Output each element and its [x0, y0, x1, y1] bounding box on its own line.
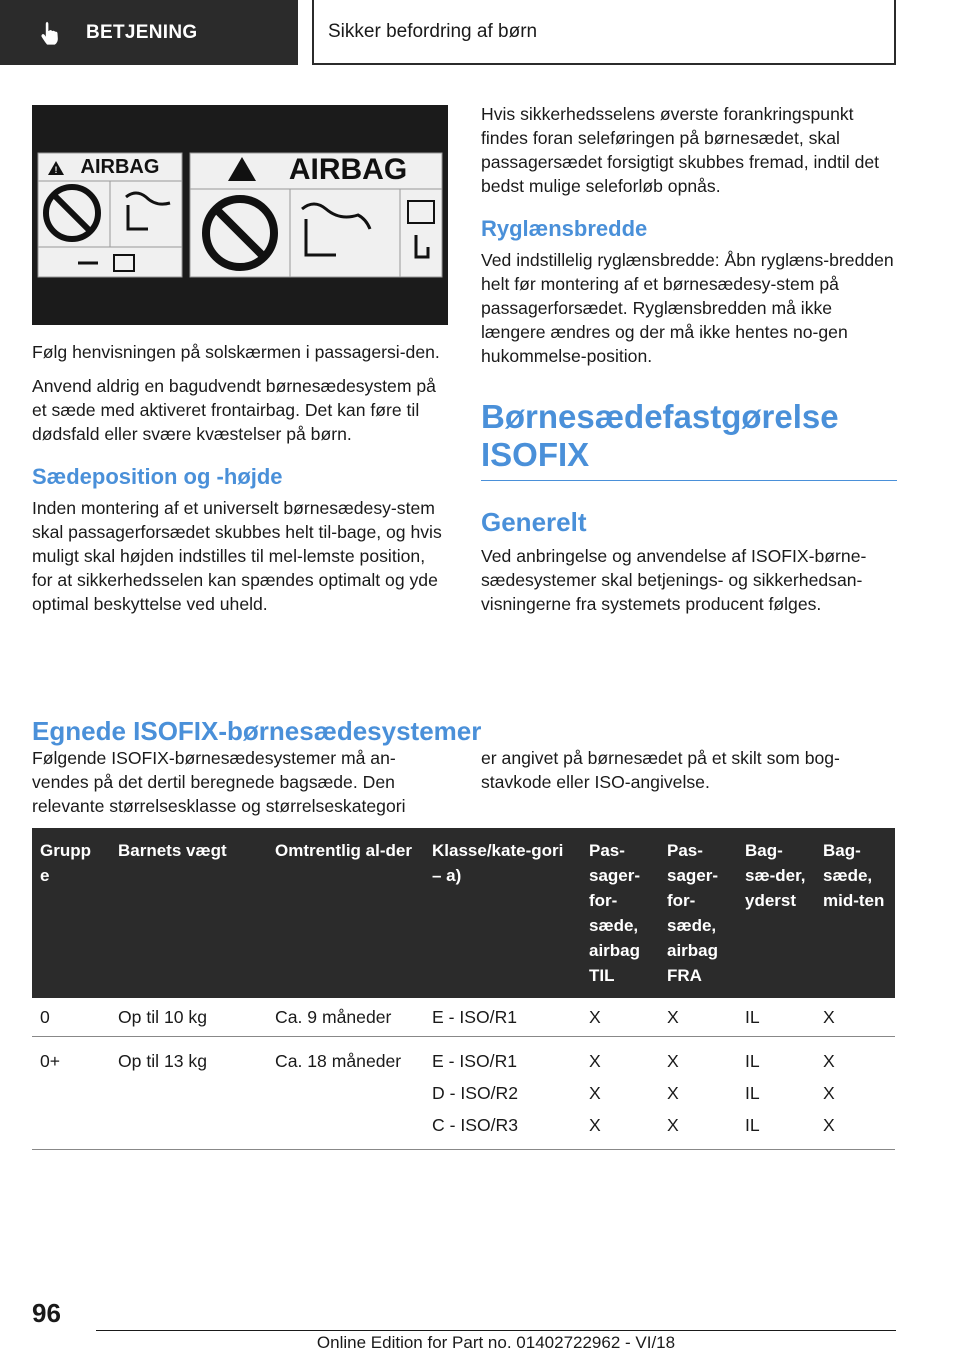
col-header-airbag-on: Pas‐sager‐for‐sæde, airbag TIL	[581, 828, 659, 998]
cell-rear-outer: IL IL IL	[737, 1037, 815, 1150]
footer-divider	[96, 1330, 896, 1331]
heading-suitable-isofix: Egnede ISOFIX-børnesædesystemer	[32, 716, 482, 746]
col-header-weight: Barnets vægt	[110, 828, 267, 998]
col-header-rear-middle: Bag‐sæde, mid‐ten	[815, 828, 895, 998]
heading-general: Generelt	[481, 507, 587, 537]
cell-weight: Op til 10 kg	[110, 998, 267, 1037]
right-column	[481, 102, 897, 626]
cell-class: E - ISO/R1 D - ISO/R2 C - ISO/R3	[424, 1037, 581, 1150]
heading-isofix: Børnesædefastgørelse ISOFIX	[481, 398, 897, 481]
footer-edition: Online Edition for Part no. 01402722962 - VI/18	[316, 1333, 676, 1352]
paragraph-sunvisor-hint: Følg henvisningen på solskærmen i passagersi‐den.	[32, 342, 440, 362]
cell-rear-outer: IL	[737, 998, 815, 1037]
col-header-group: Grupp e	[32, 828, 110, 998]
cell-rear-middle: X X X	[815, 1037, 895, 1150]
section-title: BETJENING	[86, 21, 198, 43]
cell-airbag-on: X	[581, 998, 659, 1037]
col-header-rear-outer: Bag‐sæ‐der, yderst	[737, 828, 815, 998]
paragraph-isofix-left: Følgende ISOFIX-børnesædesystemer må an‐vendes på det dertil beregnede bagsæde. Den relevante størrelsesklasse og størrelseskategori	[32, 748, 406, 816]
svg-text:!: !	[54, 165, 58, 175]
paragraph-rearfacing-warning: Anvend aldrig en bagudvendt børnesædesystem på et sæde med aktiveret frontairbag. Det kan føre til dødsfald eller svære kvæstelser på børn.	[32, 376, 436, 444]
heading-backrest-width: Ryglænsbredde	[481, 216, 648, 241]
cell-age: Ca. 9 måneder	[267, 998, 424, 1037]
col-header-airbag-off: Pas‐sager‐for‐sæde, airbag FRA	[659, 828, 737, 998]
cell-age: Ca. 18 måneder	[267, 1037, 424, 1150]
cell-airbag-on: X X X	[581, 1037, 659, 1150]
cell-group: 0	[32, 998, 110, 1037]
paragraph-anchor-point: Hvis sikkerhedsselens øverste forankringspunkt findes foran seleføringen på børnesædet, skal passagersædet forsigtigt skubbes fremad, indtil det bedst mulige seleforløb opnås.	[481, 104, 880, 196]
cell-group: 0+	[32, 1037, 110, 1150]
paragraph-isofix-right: er angivet på børnesædet på et skilt som bog‐stavkode eller ISO-angivelse.	[481, 748, 840, 792]
cell-airbag-off: X X X	[659, 1037, 737, 1150]
hand-pointer-icon	[36, 19, 64, 47]
paragraph-seat-position: Inden montering af et universelt børnesædesy‐stem skal passagerforsædet skubbes helt til‐bage, og hvis muligt skal højden indstilles til mel‐lemste position, for at sikkerhedsselen kan spændes optimalt og yde optimal beskyttelse ved uheld.	[32, 498, 442, 614]
paragraph-general: Ved anbringelse og anvendelse af ISOFIX-børne‐sædesystemer skal betjenings- og sikkerhedsan‐visningerne fra systemets producent følges.	[481, 546, 867, 614]
heading-seat-position: Sædeposition og -højde	[32, 464, 283, 489]
table-row	[32, 1037, 895, 1150]
airbag-label-small: AIRBAG	[80, 156, 160, 178]
chapter-title: Sikker befordring af børn	[312, 0, 896, 65]
col-header-age: Omtrentlig al‐der	[267, 828, 424, 998]
airbag-warning-image	[32, 105, 448, 325]
cell-class: E - ISO/R1	[424, 998, 581, 1037]
isofix-table	[32, 828, 895, 1150]
cell-rear-middle: X	[815, 998, 895, 1037]
left-column	[32, 340, 450, 626]
table-header-row	[32, 828, 895, 998]
page-number: 96	[32, 1298, 61, 1328]
airbag-label-large: AIRBAG	[288, 153, 408, 186]
table-row	[32, 998, 895, 1037]
cell-airbag-off: X	[659, 998, 737, 1037]
header-section-tab	[0, 0, 298, 65]
cell-weight: Op til 13 kg	[110, 1037, 267, 1150]
paragraph-backrest-width: Ved indstillelig ryglænsbredde: Åbn ryglæns‐bredden helt før montering af et børnesædesy‐stem på passagerforsædet. Ryglænsbredden må ikke længere ændres og der må ikke hentes no‐gen hukommelse-position.	[481, 250, 894, 366]
col-header-class: Klasse/kate‐gori – a)	[424, 828, 581, 998]
